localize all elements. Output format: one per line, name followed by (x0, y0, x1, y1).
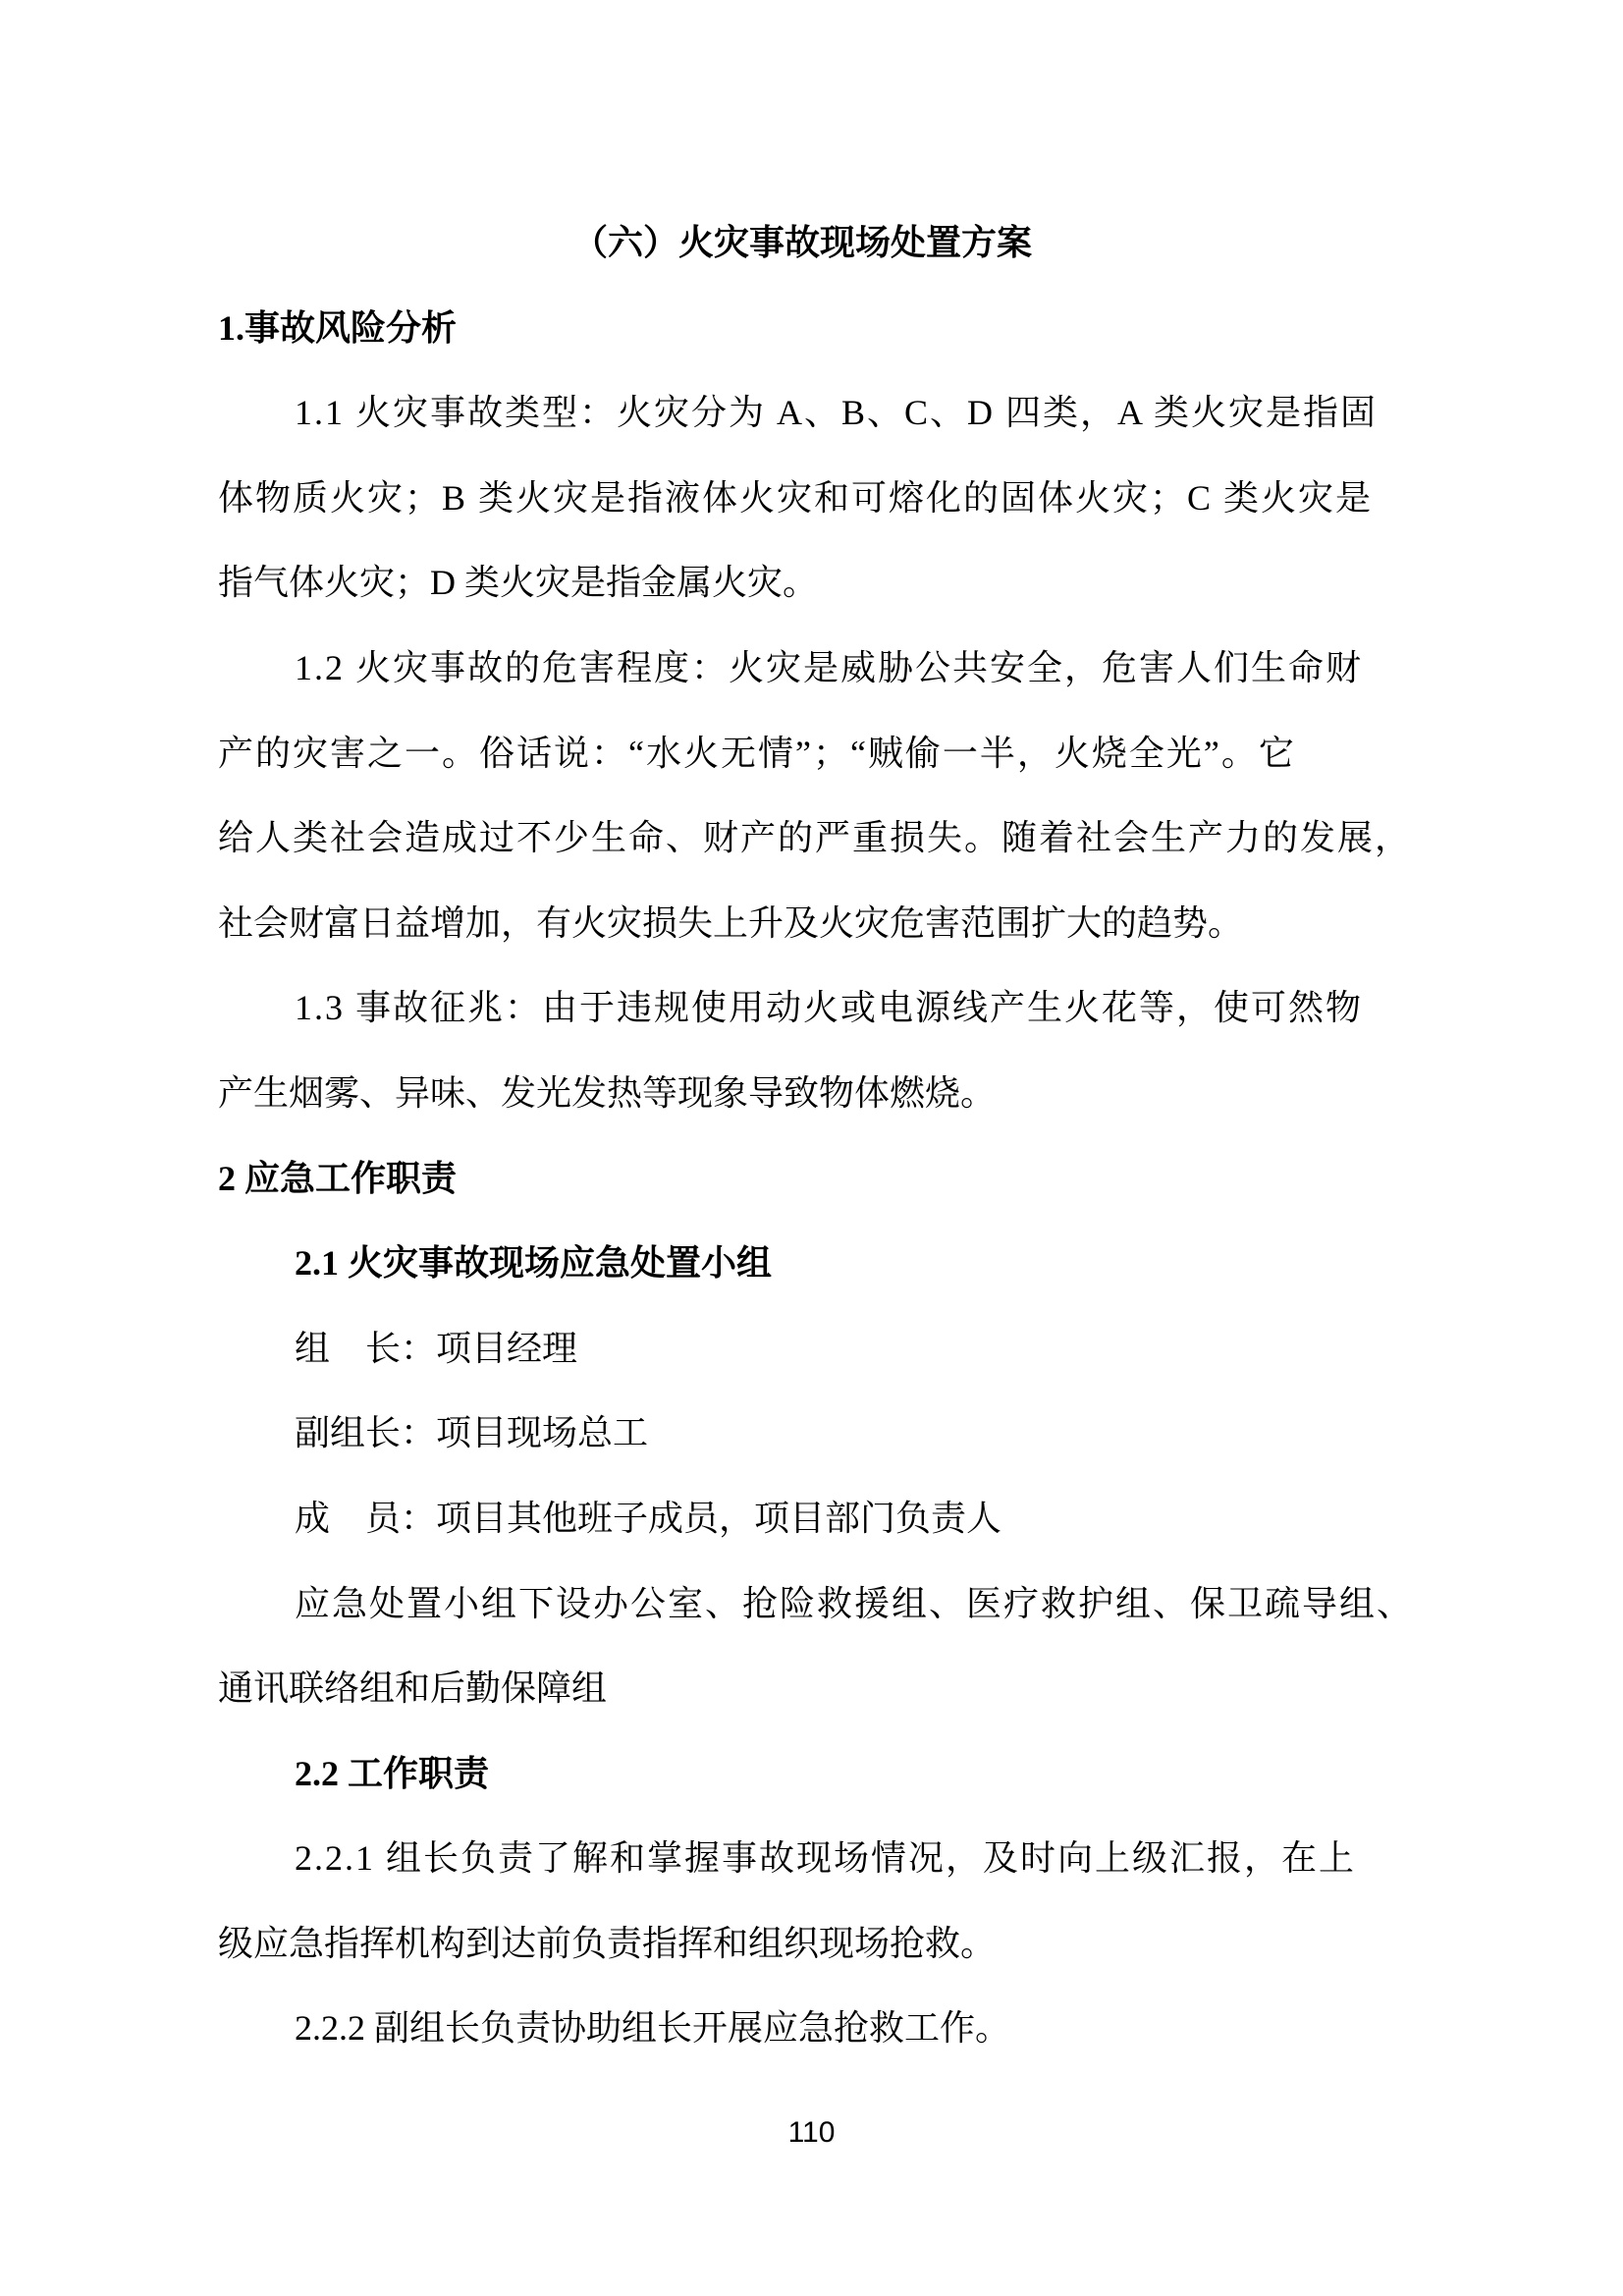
members-line: 成 员：项目其他班子成员，项目部门负责人 (295, 1498, 1002, 1538)
document-title: （六）火灾事故现场处置方案 (571, 223, 1032, 262)
document-body (218, 200, 1415, 2071)
paragraph-1-1-line-1: 1.1 火灾事故类型：火灾分为 A、B、C、D 四类，A 类火灾是指固 (295, 393, 1379, 433)
paragraph-1-2-line-1: 1.2 火灾事故的危害程度：火灾是威胁公共安全，危害人们生命财 (295, 647, 1364, 687)
heading-2-1-response-team: 2.1 火灾事故现场应急处置小组 (295, 1243, 773, 1284)
paragraph-1-3-line-2: 产生烟雾、异味、发光发热等现象导致物体燃烧。 (218, 1072, 997, 1113)
subgroups-line-1: 应急处置小组下设办公室、抢险救援组、医疗救护组、保卫疏导组、 (295, 1583, 1415, 1623)
heading-1-risk-analysis: 1.事故风险分析 (218, 307, 458, 348)
paragraph-1-1-line-2: 体物质火灾；B 类火灾是指液体火灾和可熔化的固体火灾；C 类火灾是 (218, 477, 1374, 518)
heading-2-2-work-duties: 2.2 工作职责 (295, 1753, 490, 1793)
deputy-leader-line: 副组长：项目现场总工 (295, 1413, 649, 1453)
paragraph-2-2-1-line-2: 级应急指挥机构到达前负责指挥和组织现场抢救。 (218, 1923, 997, 1963)
subgroups-line-2: 通讯联络组和后勤保障组 (218, 1668, 608, 1709)
paragraph-1-2-line-3: 给人类社会造成过不少生命、财产的严重损失。随着社会生产力的发展， (218, 818, 1413, 858)
page-number: 110 (787, 2116, 836, 2149)
team-leader-line: 组 长：项目经理 (295, 1328, 578, 1368)
paragraph-1-1-line-3: 指气体火灾；D 类火灾是指金属火灾。 (218, 563, 818, 603)
paragraph-1-3-line-1: 1.3 事故征兆：由于违规使用动火或电源线产生火花等，使可然物 (295, 988, 1364, 1028)
paragraph-1-2-line-4: 社会财富日益增加，有火灾损失上升及火灾危害范围扩大的趋势。 (218, 902, 1244, 943)
paragraph-2-2-1-line-1: 2.2.1 组长负责了解和掌握事故现场情况，及时向上级汇报，在上 (295, 1838, 1357, 1879)
paragraph-1-2-line-2: 产的灾害之一。俗话说：“水火无情”；“贼偷一半，火烧全光”。它 (218, 733, 1296, 773)
heading-2-duties: 2 应急工作职责 (218, 1158, 458, 1198)
paragraph-2-2-2-line-1: 2.2.2 副组长负责协助组长开展应急抢救工作。 (295, 2008, 1011, 2049)
